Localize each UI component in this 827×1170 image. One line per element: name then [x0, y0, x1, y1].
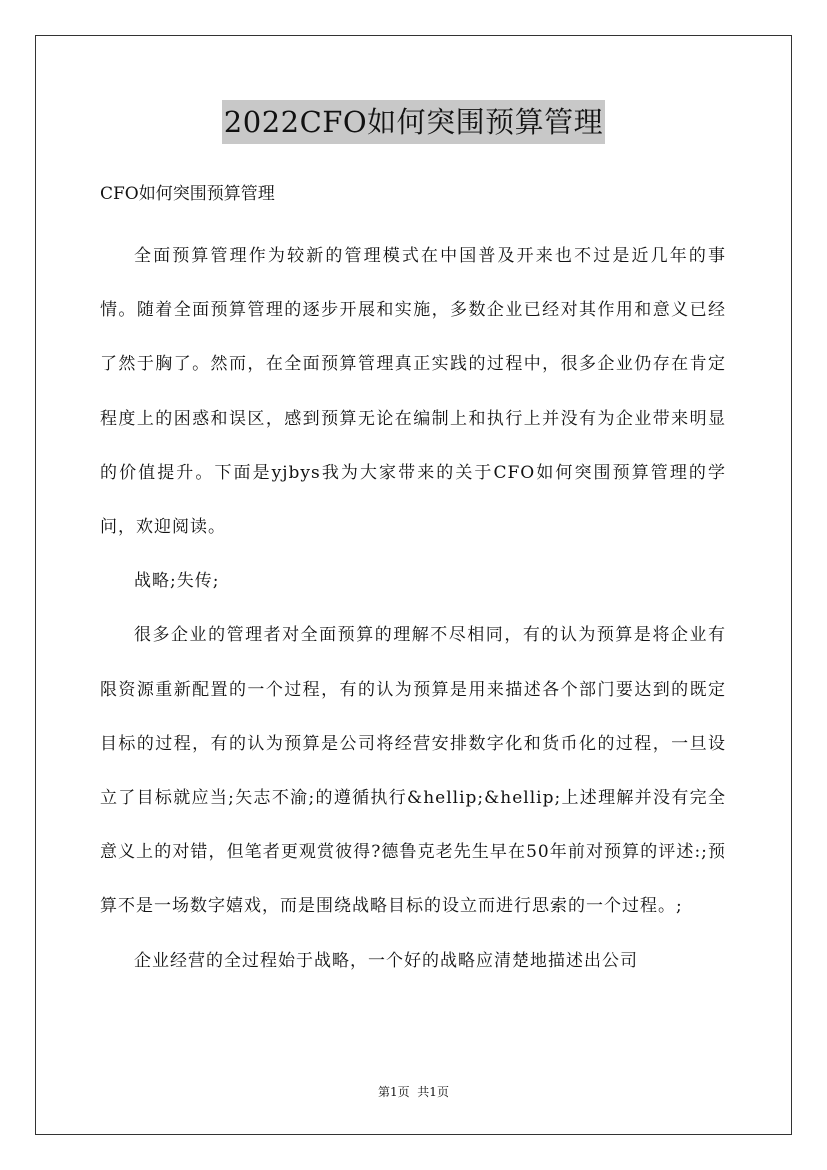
page-number: 第1页 共1页: [378, 1085, 449, 1099]
document-body: [100, 229, 726, 988]
paragraph-strategy-heading: 战略;失传;: [134, 571, 220, 592]
document-title: 2022CFO如何突围预算管理: [222, 100, 605, 144]
page-footer: [0, 1083, 827, 1101]
paragraph-strategy: 企业经营的全过程始于战略，一个好的战略应清楚地描述出公司: [134, 950, 638, 971]
paragraph-budget-understanding: 很多企业的管理者对全面预算的理解不尽相同，有的认为预算是将企业有限资源重新配置的一个过程，有的认为预算是用来描述各个部门要达到的既定目标的过程，有的认为预算是公司将经营安排数字化和货币化的过程，一旦设立了目标就应当;矢志不渝;的遵循执行&hellip;&hellip;上述理解并没有完全意义上的对错，但笔者更观赏彼得?德鲁克老先生早在50年前对预算的评述:;预算不是一场数字嬉戏，而是围绕战略目标的设立而进行思索的一个过程。;: [100, 625, 726, 917]
title-container: [0, 100, 827, 144]
paragraph-intro: 全面预算管理作为较新的管理模式在中国普及开来也不过是近几年的事情。随着全面预算管理的逐步开展和实施，多数企业已经对其作用和意义已经了然于胸了。然而，在全面预算管理真正实践的过程中，很多企业仍存在肯定程度上的困惑和误区，感到预算无论在编制上和执行上并没有为企业带来明显的价值提升。下面是yjbys我为大家带来的关于CFO如何突围预算管理的学问，欢迎阅读。: [100, 246, 726, 538]
document-subtitle: CFO如何突围预算管理: [100, 184, 275, 204]
